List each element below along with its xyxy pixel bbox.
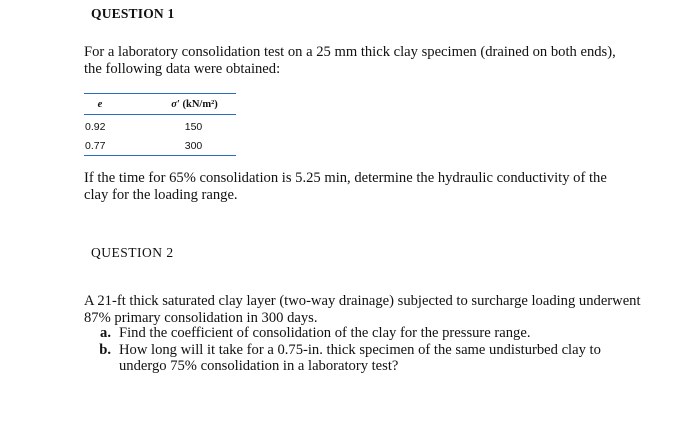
- table-row: [84, 136, 236, 155]
- part-text: How long will it take for a 0.75-in. thick specimen of the same undisturbed clay to undergo 75% consolidation in a laboratory test?: [119, 341, 601, 374]
- table-header-rule: [84, 114, 236, 115]
- effective-stress-column-header: [115, 99, 236, 110]
- effective-stress-cell: 300: [184, 139, 203, 152]
- void-ratio-column-header: e: [97, 98, 103, 110]
- question-1-intro: For a laboratory consolidation test on a 25 mm thick clay specimen (drained on both ends), the following data were obtained:: [84, 44, 616, 77]
- list-item: [84, 342, 644, 375]
- list-item: [84, 325, 644, 342]
- question-1-prompt: If the time for 65% consolidation is 5.25 min, determine the hydraulic conductivity of the clay for the loading range.: [84, 170, 607, 203]
- part-text: Find the coefficient of consolidation of the clay for the pressure range.: [119, 325, 531, 341]
- consolidation-data-table: [84, 93, 236, 156]
- question-2-intro: A 21-ft thick saturated clay layer (two-way drainage) subjected to surcharge loading underwent 87% primary consolidation in 300 days.: [84, 293, 641, 326]
- effective-stress-units: (kN/m²): [182, 98, 218, 110]
- effective-stress-symbol: σ′: [171, 98, 180, 110]
- table-bottom-rule: [84, 155, 236, 156]
- effective-stress-cell: 150: [184, 120, 203, 133]
- part-label: b.: [99, 341, 111, 358]
- table-row: [84, 117, 236, 136]
- question-2-heading: QUESTION 2: [91, 245, 174, 260]
- void-ratio-cell: 0.77: [85, 139, 106, 152]
- question-2-parts: [84, 325, 644, 375]
- void-ratio-cell: 0.92: [85, 120, 106, 133]
- part-label: a.: [100, 325, 111, 341]
- table-header-row: [84, 94, 236, 114]
- question-1-heading: QUESTION 1: [91, 6, 175, 21]
